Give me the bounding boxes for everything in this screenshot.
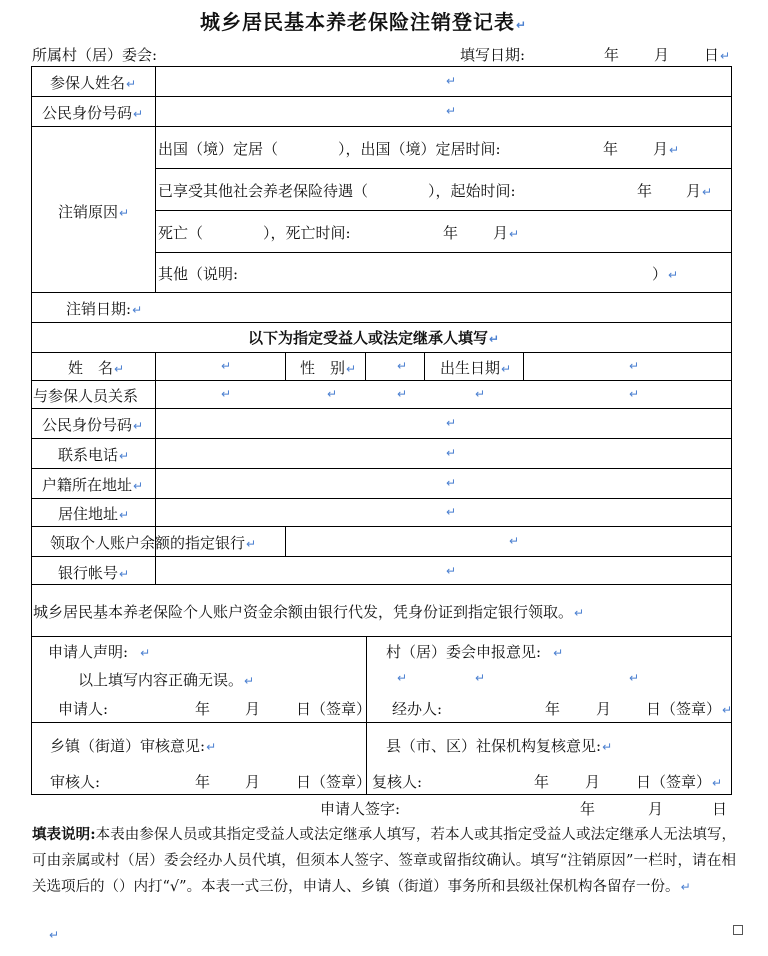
handler-label: 经办人: [392,700,443,718]
relation-label: 与参保人员关系 [33,387,139,405]
beneficiary-id-label: 公民身份号码↵ [42,416,144,434]
beneficiary-name-label: 姓 名↵ [68,359,125,377]
applicant-year[interactable]: 年 [195,700,211,718]
reason-abroad-month[interactable]: 月↵ [653,140,680,158]
bank-notice: 城乡居民基本养老保险个人账户资金余额由银行代发，凭身份证到指定银行领取。↵ [33,603,585,621]
handler-month[interactable]: 月 [596,700,612,718]
applicant-declaration-label: 申请人声明: ↵ [48,643,151,661]
reason-other-pension-year[interactable]: 年 [637,182,653,200]
rechecker-label: 复核人: [372,773,423,791]
fill-date-month[interactable]: 月 [654,46,670,64]
beneficiary-section-header: 以下为指定受益人或法定继承人填写↵ [248,329,500,347]
birth-date-label: 出生日期↵ [440,359,512,377]
signature-day[interactable]: 日 [712,800,728,818]
applicant-signature-label: 申请人签字: [320,800,401,818]
beneficiary-name-field[interactable]: ↵ [221,359,232,373]
committee-label: 所属村（居）委会: [32,46,158,64]
beneficiary-id-field[interactable]: ↵ [446,416,457,430]
relation-mark-5: ↵ [629,387,640,401]
reason-abroad[interactable]: 出国（境）定居（ ），出国（境）定居时间: [158,140,501,158]
phone-field[interactable]: ↵ [446,446,457,460]
county-opinion-label: 县（市、区）社保机构复核意见:↵ [386,737,613,755]
bank-field[interactable]: ↵ [509,534,520,548]
handler-year[interactable]: 年 [545,700,561,718]
reason-death-month[interactable]: 月↵ [493,224,520,242]
applicant-label: 申请人: [58,700,109,718]
applicant-day-seal[interactable]: 日（签章） [296,700,372,718]
cancel-reason-label: 注销原因↵ [58,203,130,221]
reason-other-pension-month[interactable]: 月↵ [686,182,713,200]
form-title: 城乡居民基本养老保险注销登记表↵ [200,10,528,34]
reason-other-close: ）↵ [652,265,679,283]
relation-mark-2: ↵ [327,387,338,401]
residence-address-label: 居住地址↵ [58,505,130,523]
bank-account-label: 银行帐号↵ [58,564,130,582]
reviewer-month[interactable]: 月 [245,773,261,791]
insured-name-field[interactable]: ↵ [446,74,457,88]
reason-death[interactable]: 死亡（ ），死亡时间: [158,224,351,242]
insured-name-label: 参保人姓名↵ [50,74,137,92]
instructions-text: 本表由参保人员或其指定受益人或法定继承人填写，若本人或其指定受益人或法定继承人无法填写，可由亲属或村（居）委会经办人员代填，但须本人签字、签章或留指纹确认。填写“注销原因”一栏时，请在相关选项后的（）内打“√”。本表一式三份，申请人、乡镇（街道）事务所和县级社保机构各留存一份。 [32,827,736,895]
reviewer-year[interactable]: 年 [195,773,211,791]
gender-label: 性 别↵ [300,359,357,377]
signature-month[interactable]: 月 [648,800,664,818]
reviewer-day-seal[interactable]: 日（签章） [296,773,372,791]
id-number-label: 公民身份号码↵ [42,104,144,122]
rechecker-day-seal[interactable]: 日（签章）↵ [636,773,723,791]
cancel-date-label: 注销日期:↵ [66,300,143,318]
household-address-label: 户籍所在地址↵ [42,476,144,494]
bank-label: 领取个人账户余额的指定银行↵ [50,534,257,552]
residence-address-field[interactable]: ↵ [446,505,457,519]
township-opinion-label: 乡镇（街道）审核意见:↵ [50,737,217,755]
rechecker-month[interactable]: 月 [585,773,601,791]
village-mark-1: ↵ [397,671,408,685]
fill-date-day[interactable]: 日↵ [704,46,731,64]
village-opinion-label: 村（居）委会申报意见: ↵ [386,643,564,661]
relation-field[interactable]: ↵ [221,387,232,401]
fill-date-year[interactable]: 年 [604,46,620,64]
reviewer-label: 审核人: [50,773,101,791]
reason-death-year[interactable]: 年 [443,224,459,242]
village-mark-2: ↵ [475,671,486,685]
reason-other-pension[interactable]: 已享受其他社会养老保险待遇（ ），起始时间: [158,182,516,200]
signature-year[interactable]: 年 [580,800,596,818]
village-mark-3: ↵ [629,671,640,685]
birth-date-field[interactable]: ↵ [629,359,640,373]
relation-mark-3: ↵ [397,387,408,401]
bank-account-field[interactable]: ↵ [446,564,457,578]
instructions-label: 填表说明: [32,826,96,843]
anchor-box [733,925,743,935]
trailing-paragraph-mark: ↵ [49,928,60,942]
household-address-field[interactable]: ↵ [446,476,457,490]
relation-mark-4: ↵ [475,387,486,401]
id-number-field[interactable]: ↵ [446,104,457,118]
reason-abroad-year[interactable]: 年 [603,140,619,158]
reason-other[interactable]: 其他（说明: [158,265,239,283]
gender-field[interactable]: ↵ [397,359,408,373]
form-instructions: 填表说明:本表由参保人员或其指定受益人或法定继承人填写，若本人或其指定受益人或法定继承人无法填写，可由亲属或村（居）委会经办人员代填，但须本人签字、签章或留指纹确认。填写“注销原因”一栏时，请在相关选项后的（）内打“√”。本表一式三份，申请人、乡镇（街道）事务所和县级社保机构各留存一份。↵ [32,826,736,895]
declaration-text: 以上填写内容正确无误。↵ [78,671,255,689]
phone-label: 联系电话↵ [58,446,130,464]
rechecker-year[interactable]: 年 [534,773,550,791]
fill-date-label: 填写日期: [460,46,526,64]
applicant-month[interactable]: 月 [245,700,261,718]
handler-day-seal[interactable]: 日（签章）↵ [646,700,733,718]
